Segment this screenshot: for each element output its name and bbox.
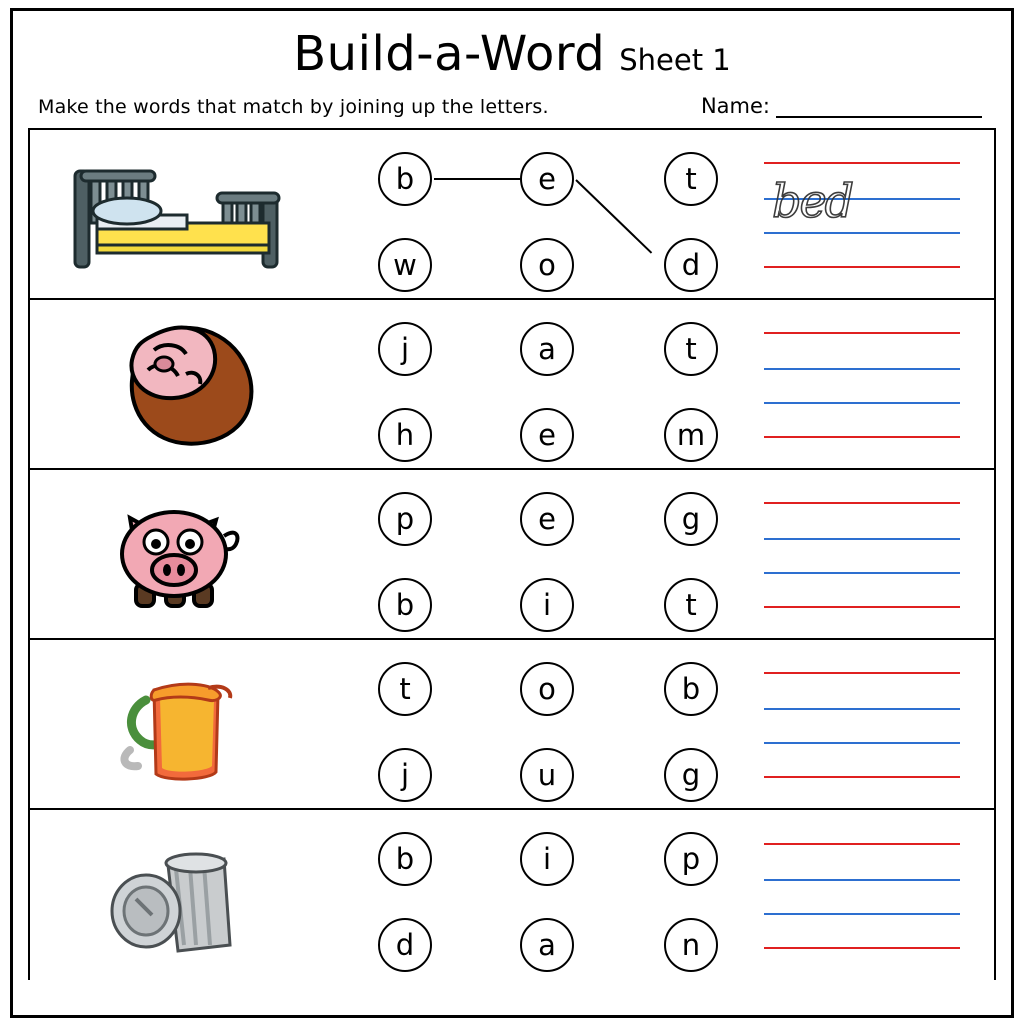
letter-option[interactable]: d bbox=[378, 918, 432, 972]
writing-line-blue bbox=[764, 572, 960, 574]
writing-line-blue bbox=[764, 708, 960, 710]
letter-option[interactable]: t bbox=[664, 578, 718, 632]
exercise-table bbox=[28, 128, 996, 980]
writing-line-blue bbox=[764, 538, 960, 540]
bed-icon bbox=[55, 149, 305, 279]
writing-line-blue bbox=[764, 879, 960, 881]
letter-option[interactable]: g bbox=[664, 748, 718, 802]
name-field-group bbox=[701, 94, 990, 118]
row-picture-cell bbox=[30, 300, 330, 468]
letter-option[interactable]: p bbox=[664, 832, 718, 886]
row-writing-cell[interactable] bbox=[730, 470, 994, 638]
writing-line-red bbox=[764, 162, 960, 164]
handwriting-lines bbox=[764, 328, 960, 440]
letter-option[interactable]: b bbox=[378, 832, 432, 886]
letter-option[interactable]: t bbox=[378, 662, 432, 716]
row-writing-cell[interactable] bbox=[730, 300, 994, 468]
connection-line bbox=[434, 178, 520, 180]
letter-option[interactable]: h bbox=[378, 408, 432, 462]
name-input-line[interactable] bbox=[776, 96, 982, 118]
pig-icon bbox=[90, 484, 270, 624]
handwriting-lines bbox=[764, 158, 960, 270]
row-letters-cell bbox=[330, 810, 730, 980]
letter-option[interactable]: o bbox=[520, 662, 574, 716]
letter-grid bbox=[330, 470, 730, 638]
instruction-row bbox=[18, 94, 1006, 118]
writing-line-red bbox=[764, 436, 960, 438]
row-picture-cell bbox=[30, 810, 330, 980]
table-row bbox=[30, 810, 994, 980]
letter-option[interactable]: a bbox=[520, 322, 574, 376]
row-writing-cell[interactable] bbox=[730, 640, 994, 808]
row-picture-cell bbox=[30, 130, 330, 298]
writing-line-red bbox=[764, 266, 960, 268]
writing-line-red bbox=[764, 843, 960, 845]
page-title: Build-a-Word bbox=[293, 26, 606, 82]
letter-option[interactable]: t bbox=[664, 322, 718, 376]
row-writing-cell[interactable] bbox=[730, 130, 994, 298]
connection-line bbox=[575, 179, 652, 253]
writing-line-red bbox=[764, 606, 960, 608]
row-picture-cell bbox=[30, 470, 330, 638]
bin-icon bbox=[90, 825, 270, 965]
sheet-number: Sheet 1 bbox=[619, 43, 731, 77]
letter-grid bbox=[330, 300, 730, 468]
worksheet-header bbox=[18, 12, 1006, 118]
letter-option[interactable]: g bbox=[664, 492, 718, 546]
writing-line-blue bbox=[764, 913, 960, 915]
writing-line-blue bbox=[764, 742, 960, 744]
jug-icon bbox=[90, 654, 270, 794]
writing-line-red bbox=[764, 502, 960, 504]
row-letters-cell bbox=[330, 300, 730, 468]
handwriting-lines bbox=[764, 668, 960, 780]
letter-option[interactable]: j bbox=[378, 322, 432, 376]
letter-option[interactable]: d bbox=[664, 238, 718, 292]
letter-option[interactable]: t bbox=[664, 152, 718, 206]
letter-option[interactable]: e bbox=[520, 492, 574, 546]
row-letters-cell bbox=[330, 130, 730, 298]
row-writing-cell[interactable] bbox=[730, 810, 994, 980]
row-letters-cell bbox=[330, 470, 730, 638]
writing-line-red bbox=[764, 332, 960, 334]
table-row bbox=[30, 300, 994, 470]
table-row bbox=[30, 640, 994, 810]
handwriting-lines bbox=[764, 498, 960, 610]
letter-option[interactable]: a bbox=[520, 918, 574, 972]
letter-option[interactable]: e bbox=[520, 408, 574, 462]
letter-grid bbox=[330, 640, 730, 808]
name-label: Name: bbox=[700, 94, 770, 118]
letter-option[interactable]: b bbox=[664, 662, 718, 716]
title-row bbox=[18, 26, 1006, 82]
writing-line-red bbox=[764, 672, 960, 674]
table-row bbox=[30, 470, 994, 640]
writing-line-blue bbox=[764, 232, 960, 234]
letter-option[interactable]: b bbox=[378, 578, 432, 632]
letter-option[interactable]: j bbox=[378, 748, 432, 802]
table-row bbox=[30, 130, 994, 300]
letter-option[interactable]: u bbox=[520, 748, 574, 802]
letter-option[interactable]: b bbox=[378, 152, 432, 206]
instructions: Make the words that match by joining up the letters. bbox=[38, 96, 549, 118]
letter-grid bbox=[330, 810, 730, 980]
row-letters-cell bbox=[330, 640, 730, 808]
row-picture-cell bbox=[30, 640, 330, 808]
writing-line-red bbox=[764, 776, 960, 778]
letter-option[interactable]: i bbox=[520, 578, 574, 632]
writing-line-blue bbox=[764, 368, 960, 370]
handwriting-lines bbox=[764, 839, 960, 951]
traced-answer-word: bed bbox=[772, 174, 853, 228]
letter-option[interactable]: m bbox=[664, 408, 718, 462]
letter-grid bbox=[330, 130, 730, 298]
writing-line-red bbox=[764, 947, 960, 949]
letter-option[interactable]: p bbox=[378, 492, 432, 546]
ham-icon bbox=[90, 314, 270, 454]
letter-option[interactable]: e bbox=[520, 152, 574, 206]
writing-line-blue bbox=[764, 402, 960, 404]
letter-option[interactable]: o bbox=[520, 238, 574, 292]
letter-option[interactable]: i bbox=[520, 832, 574, 886]
letter-option[interactable]: w bbox=[378, 238, 432, 292]
letter-option[interactable]: n bbox=[664, 918, 718, 972]
